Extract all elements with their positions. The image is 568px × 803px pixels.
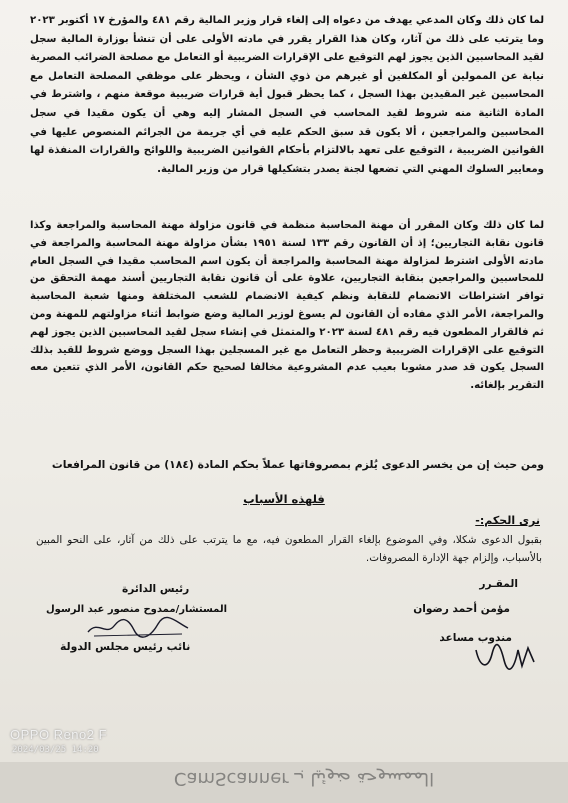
- circuit-president-title: رئيس الدائرة: [122, 583, 190, 595]
- paragraph-1: [30, 12, 544, 179]
- camera-watermark: OPPO Reno2 F: [10, 727, 108, 742]
- rapporteur-name: مؤمن أحمد رضوان: [413, 603, 510, 615]
- paragraph-2: [30, 217, 544, 395]
- paragraph-1-body: المدعي يهدف من دعواه إلى إلغاء قرار وزير المالية رقم ٤٨١ والمؤرخ ١٧ أكتوبر ٢٠٢٣ وما يترتب على ذلك من آثار، وكان هذا القرار يقرر في مادته الأولى على أن تنشأ بوزارة المالية سجل لقيد المحاسبين الذين يجوز لهم التوقيع على الإقرارات الضريبية أو التعامل مع مصلحة الضرائب المصرية نيابة عن الممولين أو المكلفين أو غيرهم من ذوي الشأن ، ويحظر على موظفي المصلحة التعامل مع المحاسبين غير المقيدين بهذا السجل ، كما يحظر قبول أية قرارات ضريبية موقعة منهم ، واشترط في المادة الثانية منه شروط لقيد المحاسب في السجل المشار إليه وهي أن يكون مقيدا في سجل المحاسبين والمراجعين ، ألا يكون قد سبق الحكم عليه في أي جريمة من الجرائم المنصوص عليها في القوانين الضريبية ، التوقيع على تعهد بالالتزام بأحكام القوانين الضريبية واللوائح والقرارات المنفذة لها ومعايير السلوك المهني التي تضعها لجنة يصدر بتشكيلها قرار من وزير المالية.: [30, 15, 544, 175]
- ruling-title: نرى الحكم:-: [475, 514, 540, 527]
- ruling-body: بقبول الدعوى شكلا، وفي الموضوع بإلغاء القرار المطعون فيه، مع ما يترتب على ذلك من آثار، على النحو المبين بالأسباب، وإلزام جهة الإدارة المصروفات.: [36, 534, 542, 564]
- rapporteur-role: مندوب مساعد: [439, 632, 512, 644]
- paragraph-2-lead: لما كان ذلك: [483, 220, 545, 231]
- circuit-president-name: المستشار/ممدوح منصور عبد الرسول: [46, 604, 228, 615]
- page-bottom-bleed: [0, 762, 568, 803]
- rapporteur-title: المقـرر: [479, 578, 518, 590]
- mirrored-scanner-text: الممسوحة ضوئيا بـ CamScanner: [173, 768, 435, 789]
- rapporteur-signature: [470, 640, 540, 674]
- circuit-president-role: نائب رئيس مجلس الدولة: [60, 640, 191, 653]
- paragraph-1-lead: لما كان ذلك وكان: [456, 15, 545, 26]
- camera-datetime: 2024/03/25 14:20: [12, 745, 99, 755]
- paragraph-2-body: وكان المقرر أن مهنة المحاسبة منظمة في قانون مزاولة مهنة المحاسبة والمراجعة وكذا قانون نقابة التجاريين؛ إذ أن القانون رقم ١٣٣ لسنة ١٩٥١ بشأن مزاولة مهنة المحاسبة والمراجعة في مادته الأولى اشترط لمزاولة مهنة المحاسبة والمراجعة أن يكون اسم المحاسب مقيدا في السجل العام للمحاسبين والمراجعين بنقابة التجاريين، علاوة على أن قانون نقابة التجاريين أسند مهمة التحقق من توافر اشتراطات الانضمام للنقابة ونظم كيفية الانضمام للشعب المختلفة ومنها شعبة المحاسبة والمراجعة، الأمر الذي مفاده أن القانون لم يسوغ لوزير المالية وضع ضوابط أثناء مزاولتهم للمهنة ومن ثم فالقرار المطعون فيه رقم ٤٨١ لسنة ٢٠٢٣ والمتمثل في إنشاء سجل لقيد المحاسبين الذين يجوز لهم التوقيع على الإقرارات الضريبية وحظر التعامل مع غير المسجلين بهذا السجل ووضع شروط للقيد بذلك السجل يكون قد صدر مشوبا بعيب عدم المشروعية مخالفا لصحيح حكم القانون، الأمر الذي تتعين معه التقرير بإلغائه.: [30, 220, 545, 392]
- president-signature: [84, 614, 194, 642]
- reasons-heading: فلهذه الأسباب: [243, 492, 325, 506]
- paragraph-3: ومن حيث إن من يخسر الدعوى يُلزم بمصروفاتها عملاً بحكم المادة (١٨٤) من قانون المرافعات: [51, 458, 544, 471]
